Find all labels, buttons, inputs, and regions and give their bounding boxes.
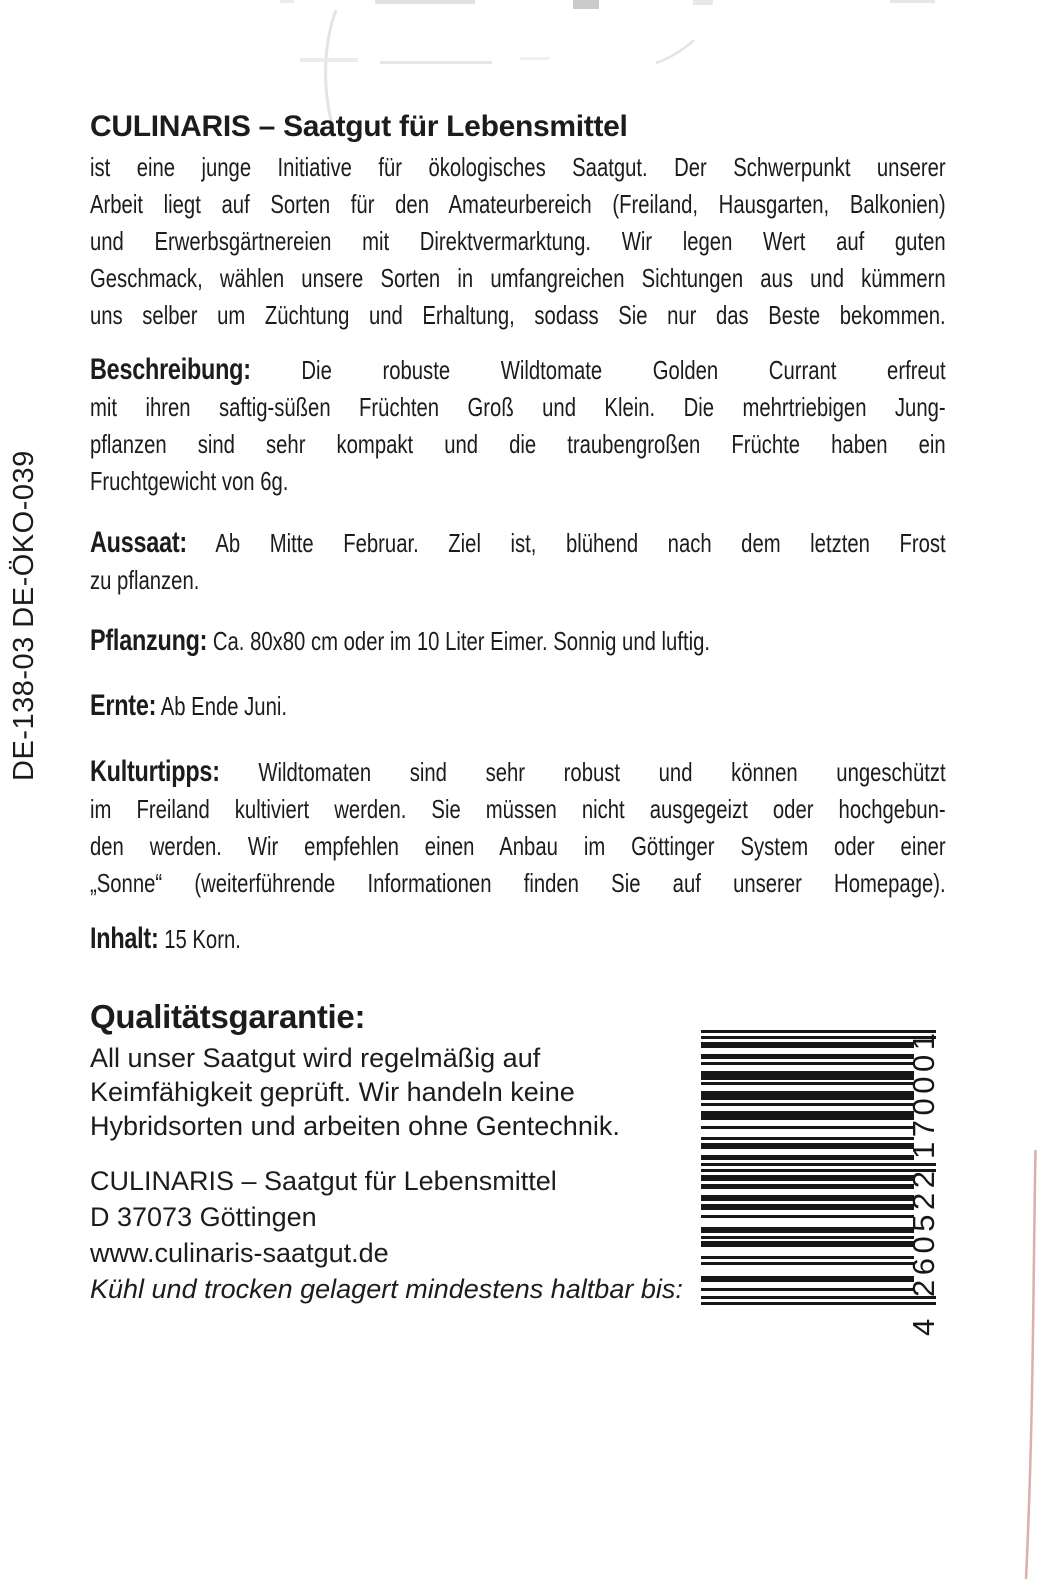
section-line: „Sonne“ (weiterführende Informationen finden Sie auf unserer Homepage). xyxy=(90,868,946,898)
section-line xyxy=(90,920,946,958)
section-ernte xyxy=(90,687,946,725)
section-text: Ca. 80x80 cm oder im 10 Liter Eimer. Sonnig und luftig. xyxy=(212,626,711,656)
faint-smudge xyxy=(520,57,550,60)
section-line: den werden. Wir empfehlen einen Anbau im Göttinger System oder einer xyxy=(90,831,946,861)
section-line: zu pflanzen. xyxy=(90,565,200,595)
section-line xyxy=(90,351,946,389)
section-line xyxy=(90,753,946,791)
faint-arc-artifact xyxy=(326,10,336,124)
barcode-left-digits: 2 6 0 5 2 2 xyxy=(906,1171,941,1297)
neighbor-packet-edge xyxy=(1026,1150,1036,1579)
section-line: pflanzen sind sehr kompakt und die traubengroßen Früchte haben ein xyxy=(90,429,946,459)
section-label: Ernte: xyxy=(90,689,157,722)
section-line xyxy=(90,524,946,562)
intro-line: uns selber um Züchtung und Erhaltung, sodass Sie nur das Beste bekommen. xyxy=(90,300,946,330)
section-line xyxy=(90,687,946,725)
top-edge-smudge xyxy=(890,0,935,3)
intro-line: und Erwerbsgärtnereien mit Direktvermarktung. Wir legen Wert auf guten xyxy=(90,226,946,256)
section-text: Die robuste Wildtomate Golden Currant erfreut xyxy=(301,355,946,385)
top-edge-smudge xyxy=(280,0,294,3)
section-text: Ab Mitte Februar. Ziel ist, blühend nach dem letzten Frost xyxy=(215,528,946,558)
barcode-bars xyxy=(701,1028,937,1305)
intro-line: ist eine junge Initiative für ökologisches Saatgut. Der Schwerpunkt unserer xyxy=(90,152,946,182)
faint-smudge xyxy=(380,61,492,64)
quality-line: Keimfähigkeit geprüft. Wir handeln keine xyxy=(90,1077,575,1107)
company-name: CULINARIS – Saatgut für Lebensmittel xyxy=(90,1166,557,1196)
address-block xyxy=(90,1163,710,1307)
section-kulturtipps xyxy=(90,753,946,902)
faint-smudge xyxy=(300,58,358,62)
barcode-right-digits: 1 7 0 0 0 1 xyxy=(906,1033,941,1159)
ean13-barcode xyxy=(701,1028,946,1336)
brand-heading: CULINARIS – Saatgut für Lebensmittel xyxy=(90,110,628,143)
top-edge-smudge xyxy=(573,0,599,9)
eco-certification-code: DE-138-03 DE-ÖKO-039 xyxy=(8,450,40,781)
section-inhalt xyxy=(90,920,946,958)
section-text: Ab Ende Juni. xyxy=(160,691,287,721)
section-label: Beschreibung: xyxy=(90,353,251,386)
storage-note: Kühl und trocken gelagert mindestens haltbar bis: xyxy=(90,1274,683,1304)
section-pflanzung xyxy=(90,622,946,660)
section-beschreibung xyxy=(90,351,946,500)
barcode-first-digit: 4 xyxy=(906,1318,941,1336)
section-text: 15 Korn. xyxy=(164,924,241,954)
faint-curve-artifact xyxy=(656,40,694,63)
company-city: D 37073 Göttingen xyxy=(90,1202,317,1232)
website-url: www.culinaris-saatgut.de xyxy=(90,1238,389,1268)
intro-line: Arbeit liegt auf Sorten für den Amateurbereich (Freiland, Hausgarten, Balkonien) xyxy=(90,189,946,219)
intro-paragraph xyxy=(90,149,946,334)
quality-paragraph xyxy=(90,1041,690,1143)
quality-heading: Qualitätsgarantie: xyxy=(90,998,366,1035)
section-line: mit ihren saftig-süßen Früchten Groß und Klein. Die mehrtriebigen Jung- xyxy=(90,392,946,422)
quality-line: All unser Saatgut wird regelmäßig auf xyxy=(90,1043,541,1073)
section-line xyxy=(90,622,946,660)
top-edge-smudge xyxy=(375,0,475,4)
section-aussaat xyxy=(90,524,946,599)
section-label: Kulturtipps: xyxy=(90,755,220,788)
quality-line: Hybridsorten und arbeiten ohne Gentechnik. xyxy=(90,1111,620,1141)
top-edge-smudge xyxy=(693,0,713,5)
intro-line: Geschmack, wählen unsere Sorten in umfangreichen Sichtungen aus und kümmern xyxy=(90,263,946,293)
section-label: Pflanzung: xyxy=(90,624,208,657)
section-label: Inhalt: xyxy=(90,922,159,955)
section-text: Wildtomaten sind sehr robust und können ungeschützt xyxy=(258,757,946,787)
section-label: Aussaat: xyxy=(90,526,187,559)
section-line: Fruchtgewicht von 6g. xyxy=(90,466,289,496)
section-line: im Freiland kultiviert werden. Sie müssen nicht ausgegeizt oder hochgebun- xyxy=(90,794,946,824)
